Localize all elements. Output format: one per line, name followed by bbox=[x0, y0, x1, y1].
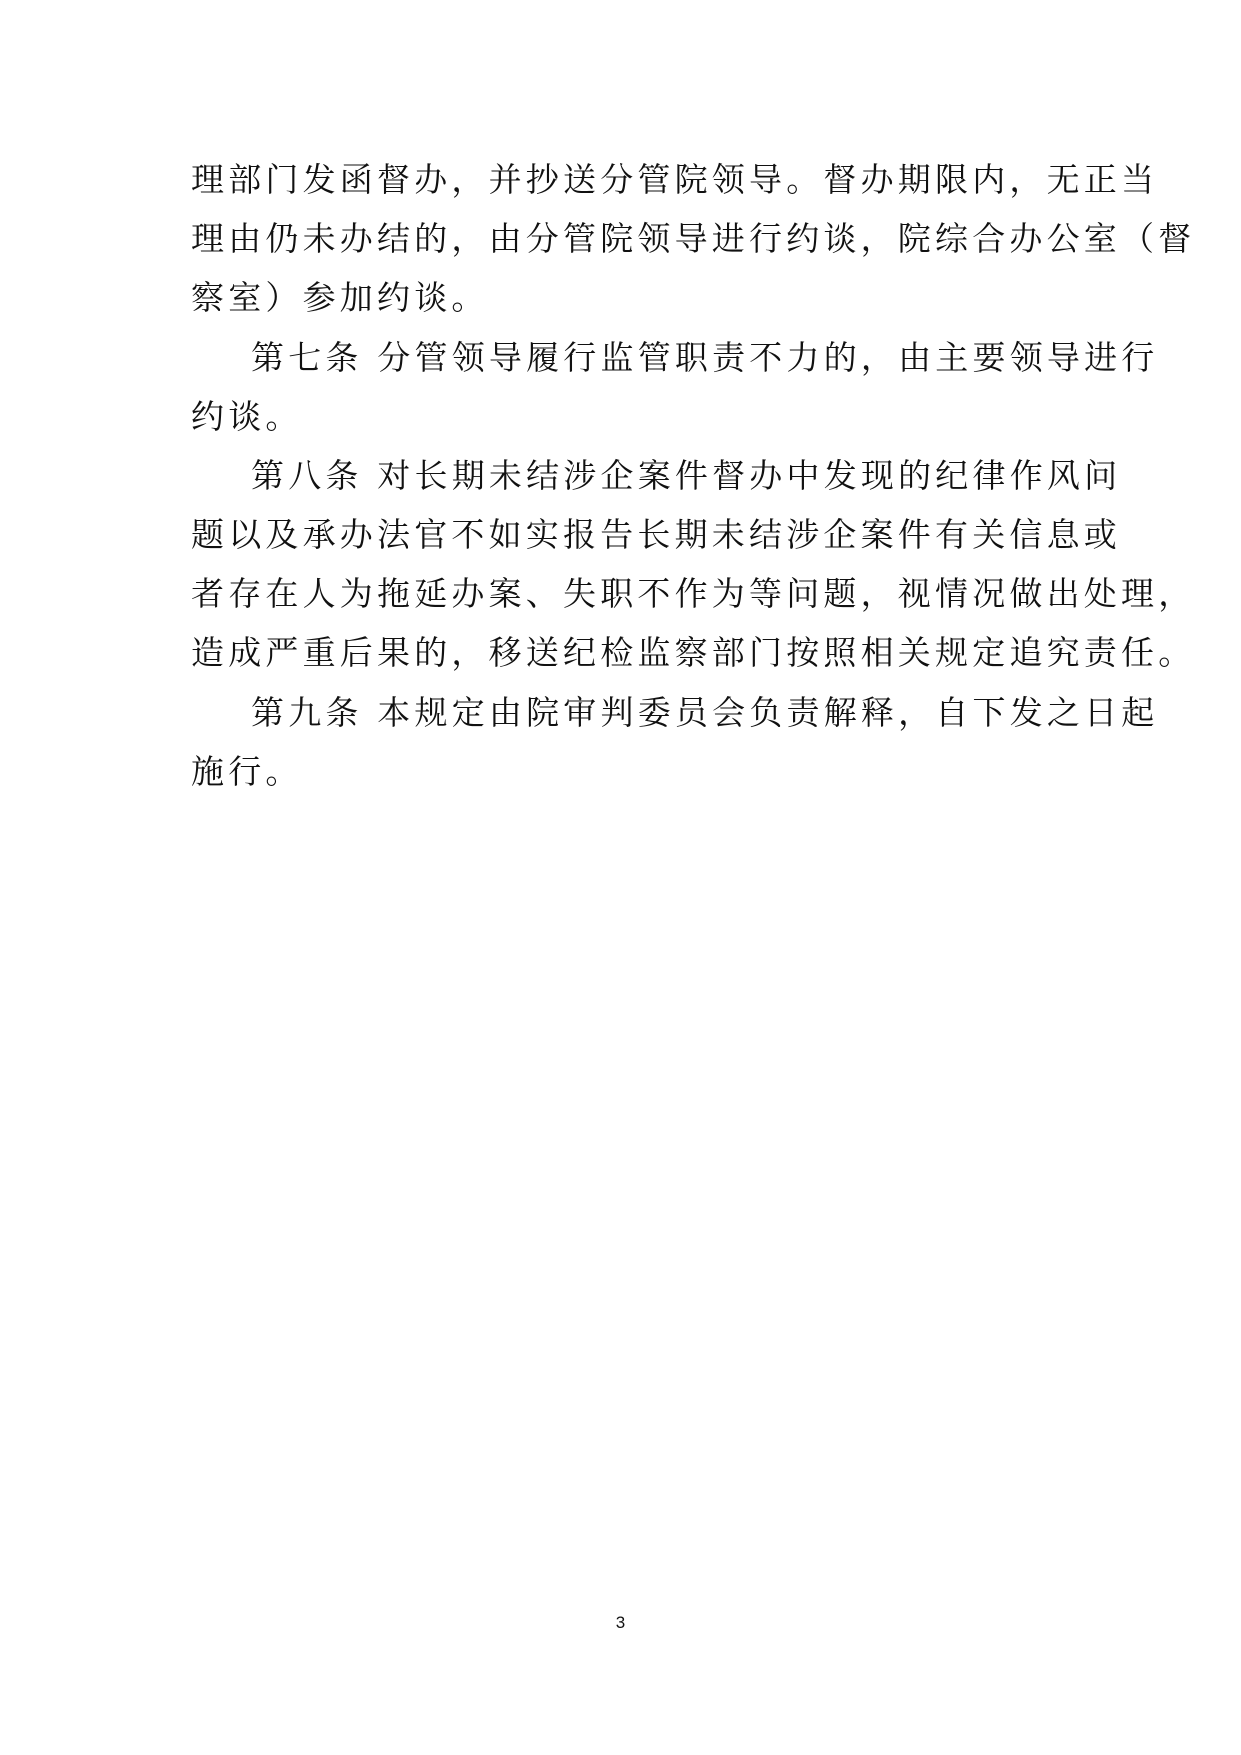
text-line-3: 察室）参加约谈。 bbox=[191, 278, 489, 317]
text-line-2: 理由仍未办结的，由分管院领导进行约谈，院综合办公室（督 bbox=[191, 219, 1196, 258]
article-9-line-2: 施行。 bbox=[191, 752, 303, 791]
article-7-line-1: 第七条 分管领导履行监管职责不力的，由主要领导进行 bbox=[251, 338, 1159, 377]
article-7-line-2: 约谈。 bbox=[191, 397, 303, 436]
page-number: 3 bbox=[615, 1613, 626, 1632]
article-8-line-2: 题以及承办法官不如实报告长期未结涉企案件有关信息或 bbox=[191, 515, 1121, 554]
article-9-line-1: 第九条 本规定由院审判委员会负责解释，自下发之日起 bbox=[251, 693, 1159, 732]
article-8-line-1: 第八条 对长期未结涉企案件督办中发现的纪律作风问 bbox=[251, 456, 1122, 495]
article-8-line-3: 者存在人为拖延办案、失职不作为等问题，视情况做出处理， bbox=[191, 574, 1196, 613]
text-line-1: 理部门发函督办，并抄送分管院领导。督办期限内，无正当 bbox=[191, 160, 1159, 199]
article-8-line-4: 造成严重后果的，移送纪检监察部门按照相关规定追究责任。 bbox=[191, 633, 1196, 672]
